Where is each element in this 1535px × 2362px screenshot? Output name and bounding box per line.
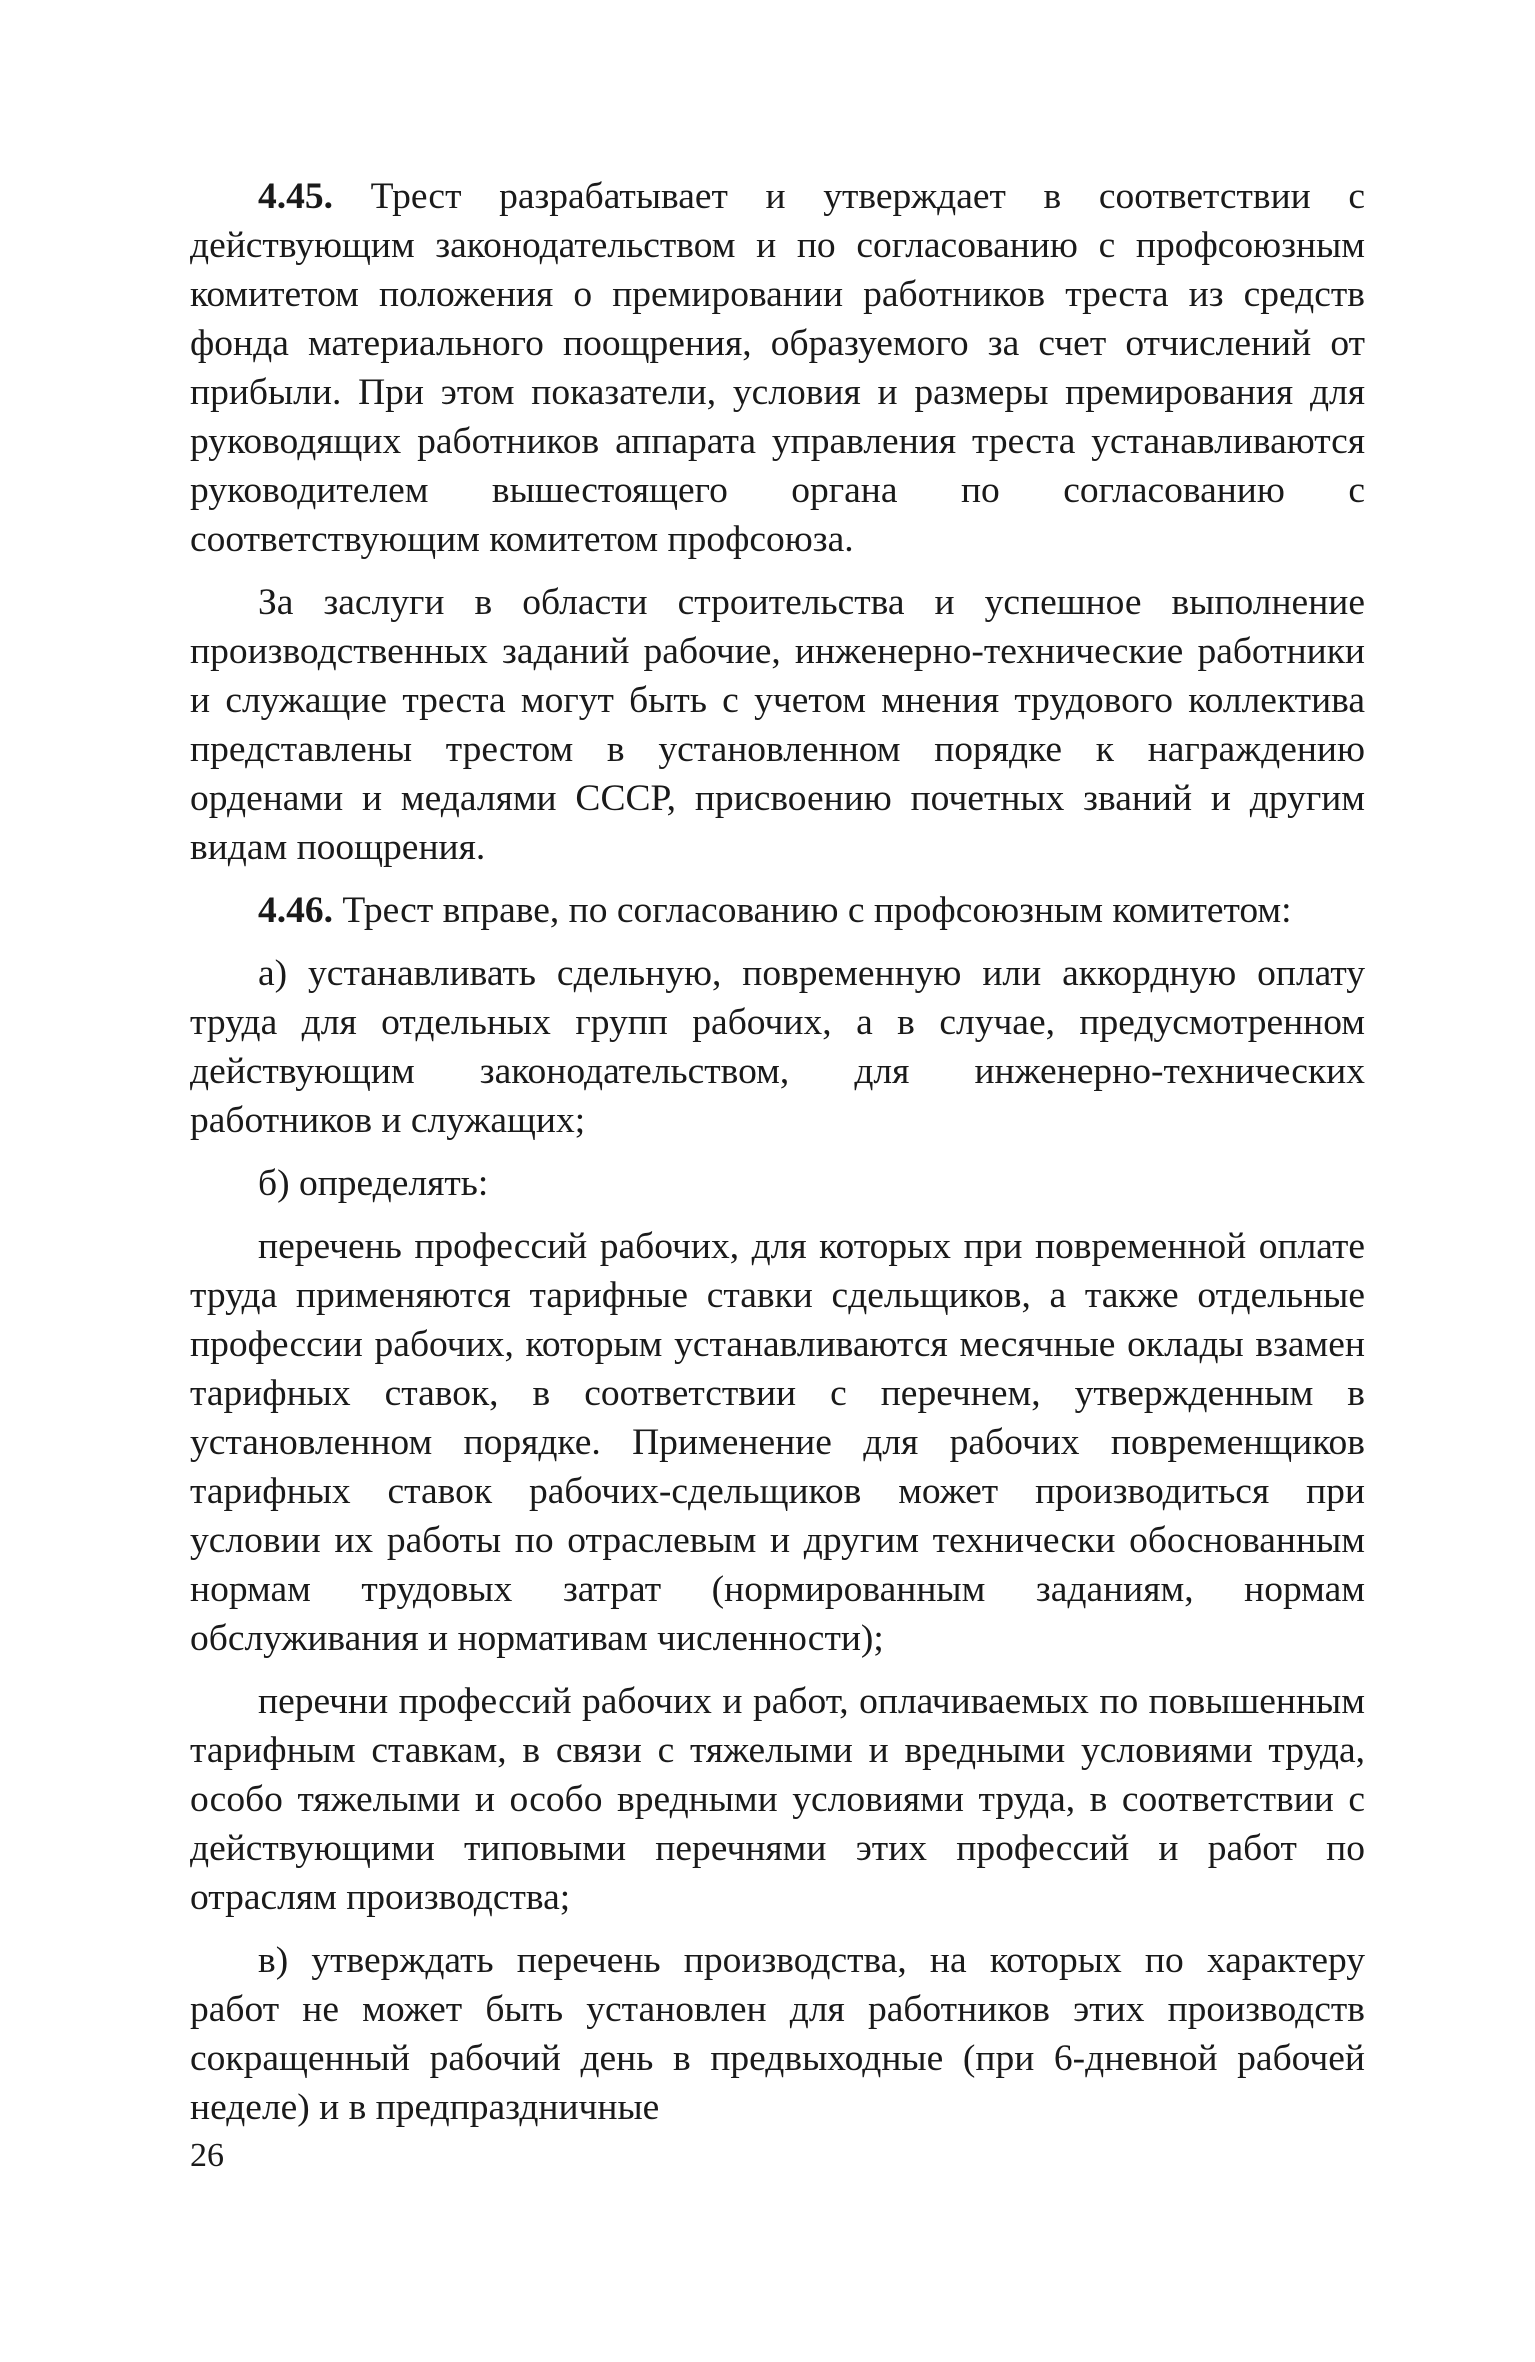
document-page — [190, 172, 1365, 2146]
paragraph-awards — [190, 578, 1365, 872]
paragraph-item-b-list-2 — [190, 1677, 1365, 1922]
paragraph-item-a — [190, 949, 1365, 1145]
paragraph-item-b — [190, 1159, 1365, 1208]
paragraph-4-46 — [190, 886, 1365, 935]
paragraph-text: в) утверждать перечень производства, на которых по характеру работ не может быть установлен для работников этих производств сокращенный рабочий день в предвыходные (при 6-дневной рабочей неделе) и в предпраздничные — [190, 1940, 1365, 2128]
paragraph-text: перечни профессий рабочих и работ, оплачиваемых по повышенным тарифным ставкам, в связи с тяжелыми и вредными условиями труда, особо тяжелыми и особо вредными условиями труда, в соответствии с действующими типовыми перечнями этих профессий и работ по отраслям производства; — [190, 1681, 1365, 1918]
paragraph-item-b-list-1 — [190, 1222, 1365, 1663]
clause-number: 4.45. — [258, 176, 333, 217]
paragraph-text: перечень профессий рабочих, для которых при повременной оплате труда применяются тарифные ставки сдельщиков, а также отдельные профессии рабочих, которым устанавливаются месячные оклады взамен тарифных ставок, в соответствии с перечнем, утвержденным в установленном порядке. Применение для рабочих повременщиков тарифных ставок рабочих-сдельщиков может производиться при условии их работы по отраслевым и другим технически обоснованным нормам трудовых затрат (нормированным заданиям, нормам обслуживания и нормативам численности); — [190, 1226, 1365, 1659]
paragraph-item-v — [190, 1936, 1365, 2132]
paragraph-4-45 — [190, 172, 1365, 564]
paragraph-text: б) определять: — [258, 1163, 489, 1204]
paragraph-text: Трест разрабатывает и утверждает в соответствии с действующим законодательством и по согласованию с профсоюзным комитетом положения о премировании работников треста из средств фонда материального поощрения, образуемого за счет отчислений от прибыли. При этом показатели, условия и размеры премирования для руководящих работников аппарата управления треста устанавливаются руководителем вышестоящего органа по согласованию с соответствующим комитетом профсоюза. — [190, 176, 1365, 560]
paragraph-text: За заслуги в области строительства и успешное выполнение производственных заданий рабочие, инженерно-технические работники и служащие треста могут быть с учетом мнения трудового коллектива представлены трестом в установленном порядке к награждению орденами и медалями СССР, присвоению почетных званий и другим видам поощрения. — [190, 582, 1365, 868]
paragraph-text: Трест вправе, по согласованию с профсоюзным комитетом: — [342, 890, 1292, 931]
paragraph-text: а) устанавливать сдельную, повременную или аккордную оплату труда для отдельных групп рабочих, а в случае, предусмотренном действующим законодательством, для инженерно-технических работников и служащих; — [190, 953, 1365, 1141]
clause-number: 4.46. — [258, 890, 333, 931]
page-number: 26 — [190, 2137, 224, 2174]
